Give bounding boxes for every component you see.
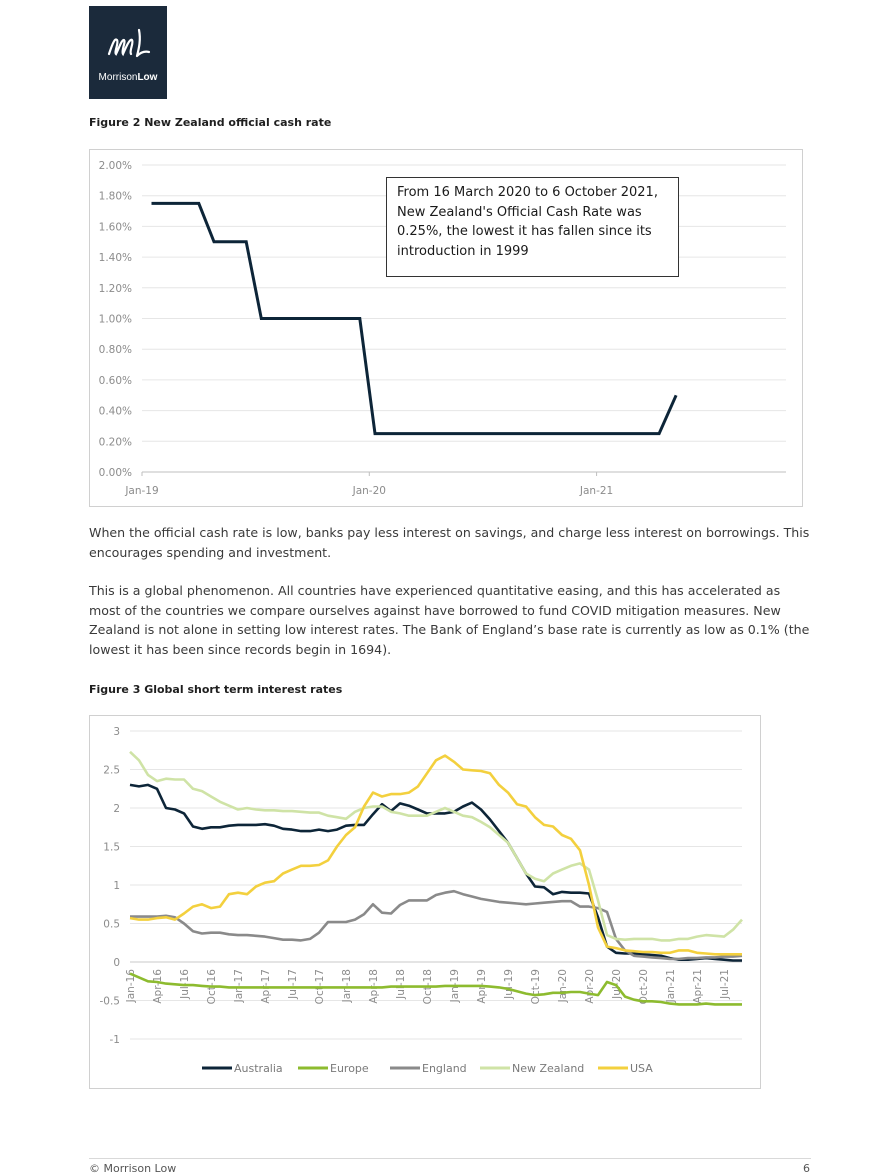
- paragraph-cash-rate: When the official cash rate is low, banks pay less interest on savings, and charge less interest on borrowings. This encourages spending and investment.: [89, 525, 810, 560]
- ocr-y-tick-label: 0.40%: [98, 405, 132, 418]
- global-x-tick-label: Apr-20: [584, 969, 596, 1004]
- logo-name-light: Morrison: [98, 72, 138, 83]
- global-x-tick-label: Oct-16: [206, 969, 218, 1005]
- ocr-y-tick-label: 1.40%: [98, 252, 132, 265]
- series-line-england: [130, 891, 742, 959]
- global-x-tick-label: Oct-20: [638, 969, 650, 1005]
- global-y-tick-label: -1: [109, 1034, 120, 1046]
- ocr-y-tick-label: 2.00%: [98, 160, 132, 172]
- global-x-tick-label: Apr-17: [260, 969, 272, 1004]
- global-y-tick-label: 2.5: [103, 764, 120, 777]
- global-x-tick-label: Jul-19: [503, 969, 515, 999]
- global-y-tick-label: 3: [113, 726, 120, 738]
- global-y-tick-label: -0.5: [99, 995, 120, 1008]
- ocr-x-tick-label: Jan-21: [579, 485, 614, 497]
- global-y-tick-label: 1: [113, 880, 120, 892]
- ocr-y-tick-label: 0.20%: [98, 436, 132, 449]
- ocr-y-tick-label: 0.60%: [98, 374, 132, 387]
- footer-divider: [89, 1158, 811, 1159]
- legend-label-australia: Australia: [234, 1062, 283, 1075]
- logo-mark-icon: [89, 18, 167, 68]
- global-x-tick-label: Apr-18: [368, 969, 380, 1004]
- series-line-europe: [130, 974, 742, 1005]
- ocr-x-tick-label: Jan-19: [125, 485, 159, 497]
- global-x-tick-label: Oct-19: [530, 969, 542, 1005]
- global-x-tick-label: Jan-19: [449, 969, 461, 1003]
- global-x-tick-label: Jan-16: [125, 969, 137, 1003]
- legend-label-new-zealand: New Zealand: [512, 1062, 585, 1075]
- global-rates-chart-svg: [90, 716, 762, 1090]
- paragraph-global: This is a global phenomenon. All countries have experienced quantitative easing, and this has accelerated as most of the countries we compare ourselves against have borrowed to fund COVID mitigation measures. New Zealand is not alone in setting low interest rates. The Bank of England’s base rate is currently as low as 0.1% (the lowest it has been since records begin in 1694).: [89, 583, 810, 657]
- figure-2-caption: Figure 2 New Zealand official cash rate: [89, 116, 332, 129]
- footer-page-number: 6: [803, 1162, 810, 1175]
- global-x-tick-label: Jul-17: [287, 969, 299, 999]
- global-x-tick-label: Jan-20: [557, 969, 569, 1003]
- ocr-x-tick-label: Jan-20: [352, 485, 386, 497]
- global-x-tick-label: Jan-18: [341, 969, 353, 1003]
- ocr-chart: [89, 149, 803, 507]
- global-y-tick-label: 0.5: [103, 918, 120, 931]
- legend-label-usa: USA: [630, 1062, 653, 1075]
- legend-label-europe: Europe: [330, 1062, 369, 1075]
- footer-copyright: © Morrison Low: [89, 1162, 177, 1175]
- global-x-tick-label: Jul-21: [719, 969, 731, 999]
- logo-text: [89, 72, 167, 83]
- ocr-y-tick-label: 0.80%: [98, 344, 132, 357]
- figure-3-caption: Figure 3 Global short term interest rates: [89, 683, 343, 696]
- global-y-tick-label: 1.5: [103, 841, 120, 854]
- global-x-tick-label: Oct-17: [314, 969, 326, 1005]
- global-x-tick-label: Jan-17: [233, 969, 245, 1003]
- series-line-usa: [130, 756, 742, 955]
- global-x-tick-label: Jan-21: [665, 969, 677, 1003]
- logo-name-bold: Low: [137, 72, 158, 83]
- global-y-tick-label: 2: [113, 803, 120, 815]
- global-x-tick-label: Jul-16: [179, 969, 191, 999]
- global-rates-chart: [89, 715, 761, 1089]
- global-x-tick-label: Oct-18: [422, 969, 434, 1005]
- ocr-annotation-box: From 16 March 2020 to 6 October 2021, New Zealand's Official Cash Rate was 0.25%, the lowest it has fallen since its introduction in 1999: [386, 177, 679, 277]
- global-x-tick-label: Jul-18: [395, 969, 407, 999]
- global-x-tick-label: Apr-19: [476, 969, 488, 1004]
- global-x-tick-label: Jul-20: [611, 969, 623, 999]
- global-x-tick-label: Apr-21: [692, 969, 704, 1004]
- ocr-y-tick-label: 1.20%: [98, 282, 132, 295]
- ocr-y-tick-label: 0.00%: [98, 467, 132, 479]
- ocr-y-tick-label: 1.00%: [98, 313, 132, 326]
- ocr-y-tick-label: 1.60%: [98, 221, 132, 234]
- ocr-y-tick-label: 1.80%: [98, 190, 132, 203]
- global-y-tick-label: 0: [113, 957, 120, 969]
- global-x-tick-label: Apr-16: [152, 969, 164, 1004]
- morrison-low-logo: [89, 6, 167, 99]
- legend-label-england: England: [422, 1062, 467, 1075]
